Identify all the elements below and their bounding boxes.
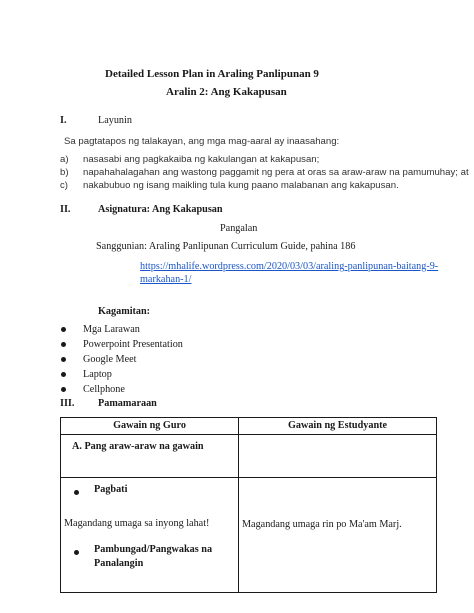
- objective-b-letter: b): [60, 167, 69, 178]
- pambungad-heading-line-1: Pambungad/Pangwakas na: [94, 544, 213, 555]
- kagamitan-label: Kagamitan:: [98, 306, 151, 317]
- teacher-greeting: Magandang umaga sa inyong lahat!: [64, 518, 210, 529]
- pangalan-label: Pangalan: [220, 223, 258, 234]
- bullet-icon: [74, 490, 79, 495]
- procedure-table: [60, 417, 437, 593]
- student-cell: [239, 435, 437, 478]
- document-title: Detailed Lesson Plan in Araling Panlipunan 9: [105, 68, 319, 80]
- materials-item: Google Meet: [61, 352, 183, 367]
- section-3-numeral: III.: [60, 398, 75, 409]
- column-header-student: Gawain ng Estudyante: [239, 418, 437, 435]
- table-row: [61, 435, 437, 478]
- sanggunian-text: Sanggunian: Araling Panlipunan Curriculum Guide, pahina 186: [96, 241, 356, 252]
- bullet-icon: [61, 327, 66, 332]
- daily-activity-heading: A. Pang araw-araw na gawain: [72, 441, 204, 452]
- pagbati-heading: Pagbati: [94, 484, 128, 495]
- bullet-icon: [61, 342, 66, 347]
- reference-link-line-1[interactable]: https://mhalife.wordpress.com/2020/03/03/araling-panlipunan-baitang-9-: [140, 261, 439, 272]
- materials-list: [61, 322, 183, 397]
- pambungad-heading-line-2: Panalangin: [94, 558, 144, 569]
- section-2-numeral: II.: [60, 204, 71, 215]
- section-2-heading: Asignatura: Ang Kakapusan: [98, 204, 223, 215]
- materials-item: Laptop: [61, 367, 183, 382]
- bullet-icon: [61, 357, 66, 362]
- reference-link-line-2[interactable]: markahan-1/: [140, 274, 192, 285]
- bullet-icon: [61, 372, 66, 377]
- teacher-cell: [61, 478, 239, 593]
- section-1-heading: Layunin: [98, 115, 132, 126]
- bullet-icon: [74, 550, 79, 555]
- column-header-teacher: Gawain ng Guro: [61, 418, 239, 435]
- document-subtitle: Aralin 2: Ang Kakapusan: [166, 86, 287, 98]
- objective-a-letter: a): [60, 154, 69, 165]
- objective-b-text: napahahalagahan ang wastong paggamit ng pera at oras sa araw-araw na pamumuhay; at: [83, 167, 469, 178]
- materials-item: Mga Larawan: [61, 322, 183, 337]
- section-3-heading: Pamamaraan: [98, 398, 157, 409]
- table-row: [61, 478, 437, 593]
- teacher-cell: [61, 435, 239, 478]
- student-greeting: Magandang umaga rin po Ma'am Marj.: [242, 519, 402, 530]
- materials-item: Cellphone: [61, 382, 183, 397]
- materials-item: Powerpoint Presentation: [61, 337, 183, 352]
- bullet-icon: [61, 387, 66, 392]
- section-1-numeral: I.: [60, 115, 67, 126]
- student-cell: [239, 478, 437, 593]
- objective-c-text: nakabubuo ng isang maikling tula kung paano malabanan ang kakapusan.: [83, 180, 399, 191]
- objective-a-text: nasasabi ang pagkakaiba ng kakulangan at kakapusan;: [83, 154, 320, 165]
- objectives-intro: Sa pagtatapos ng talakayan, ang mga mag-aaral ay inaasahang:: [64, 136, 340, 147]
- objective-c-letter: c): [60, 180, 68, 191]
